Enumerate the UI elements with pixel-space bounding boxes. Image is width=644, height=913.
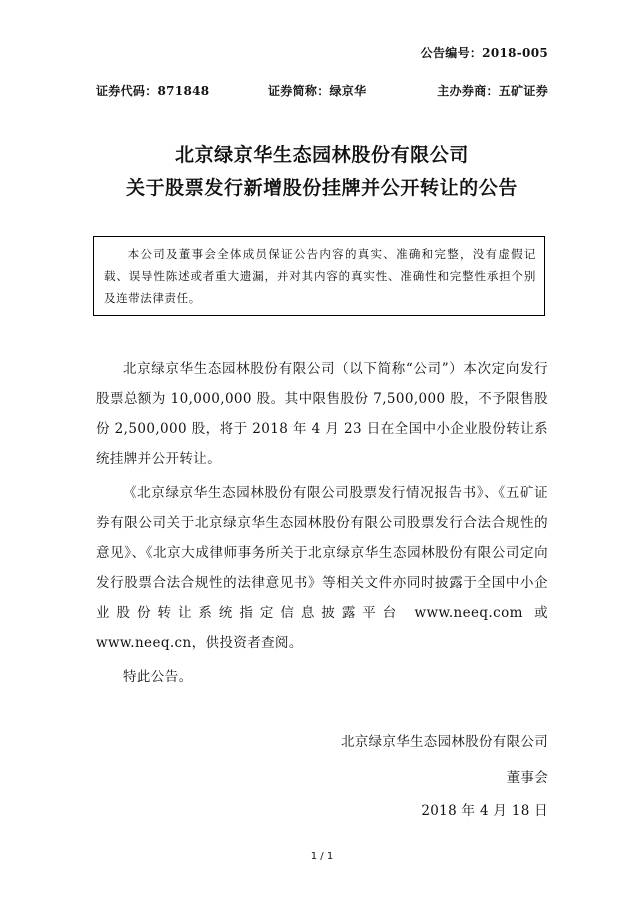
sponsor-broker: 主办券商：五矿证券 bbox=[437, 84, 548, 98]
body-paragraph-1: 北京绿京华生态园林股份有限公司（以下简称“公司”）本次定向发行股票总额为 10,000,000 股。其中限售股份 7,500,000 股，不予限售股份 2,500,000 股，将于 2018 年 4 月 23 日在全国中小企业股份转让系统挂牌并公开转让。 bbox=[96, 361, 548, 467]
title-line-1: 北京绿京华生态园林股份有限公司 bbox=[174, 144, 469, 166]
title-line-2: 关于股票发行新增股份挂牌并公开转让的公告 bbox=[125, 177, 518, 199]
signature-company: 北京绿京华生态园林股份有限公司 bbox=[341, 734, 548, 750]
body-paragraph-2: 《北京绿京华生态园林股份有限公司股票发行情况报告书》、《五矿证券有限公司关于北京绿京华生态园林股份有限公司股票发行合法合规性的意见》、《北京大成律师事务所关于北京绿京华生态园林股份有限公司定向发行股票合法合规性的法律意见书》等相关文件亦同时披露于全国中小企业股份转让系统指定信息披露平台 www.neeq.com 或 www.neeq.cn，供投资者查阅。 bbox=[96, 485, 548, 651]
announcement-number: 公告编号：2018-005 bbox=[420, 46, 548, 60]
body-paragraph-3: 特此公告。 bbox=[123, 669, 193, 685]
page-number: 1 / 1 bbox=[310, 851, 334, 862]
signature-board: 董事会 bbox=[506, 770, 548, 786]
security-code: 证券代码：871848 bbox=[96, 84, 210, 98]
announcement-body bbox=[96, 354, 548, 696]
document-title bbox=[0, 139, 644, 205]
disclaimer-box bbox=[93, 236, 545, 316]
signature-date: 2018 年 4 月 18 日 bbox=[421, 803, 548, 819]
security-abbreviation: 证券简称：绿京华 bbox=[268, 84, 367, 98]
disclaimer-text: 本公司及董事会全体成员保证公告内容的真实、准确和完整，没有虚假记载、误导性陈述或者重大遗漏，并对其内容的真实性、准确性和完整性承担个别及连带法律责任。 bbox=[104, 247, 536, 305]
